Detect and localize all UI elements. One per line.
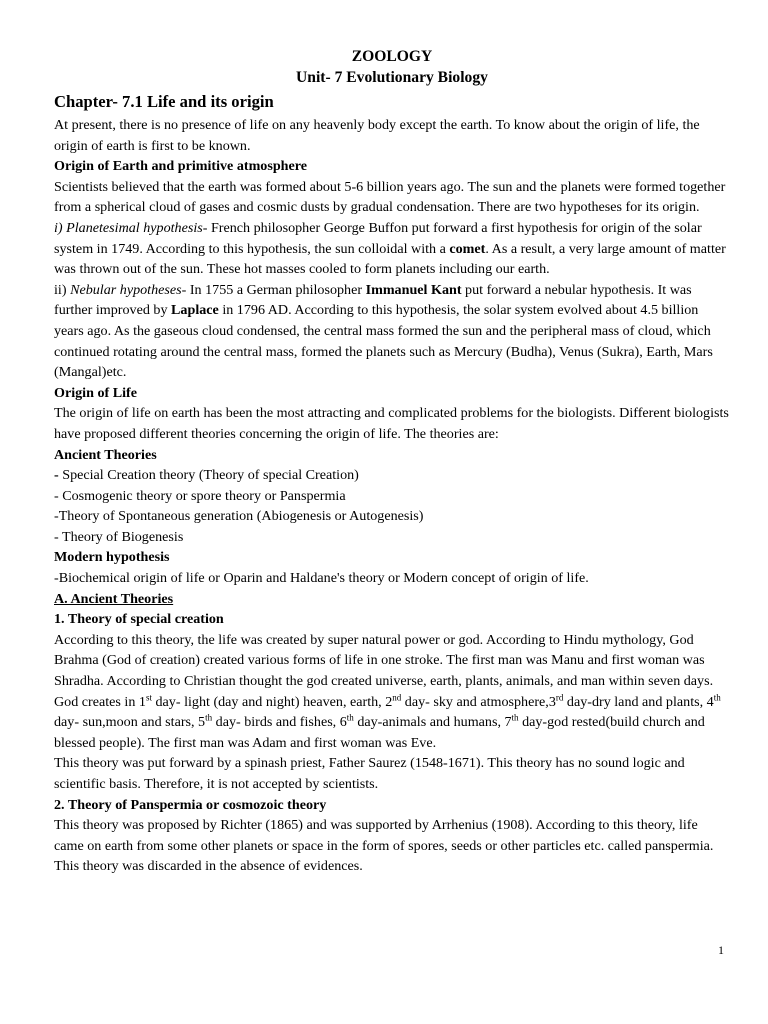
chapter-title: Chapter- 7.1 Life and its origin [54,92,274,111]
nebular-label: Nebular hypotheses [70,281,182,298]
comet-term: comet [449,240,486,257]
modern-hypothesis-heading: Modern hypothesis [54,549,170,566]
laplace-name: Laplace [171,302,219,319]
origin-life-paragraph: The origin of life on earth has been the most attracting and complicated problems for the biologists. Different biologists have proposed different theories concerning the origin of life. The theories are: [54,405,729,442]
special-creation-paragraph-2: This theory was put forward by a spinash priest, Father Saurez (1548-1671). This theory has no sound logic and scientific basis. Therefore, it is not accepted by scientists. [54,755,685,792]
special-creation-paragraph: According to this theory, the life was created by super natural power or god. According to Hindu mythology, God Brahma (God of creation) created various forms of life in one stroke. The first man was Manu and first woman was Shradha. According to Christian thought the god created universe, earth, plants, animals, and man within seven days. God creates in 1st day- light (day and night) heaven, earth, 2nd day- sky and atmosphere,3rd day-dry land and plants, 4th day- sun,moon and stars, 5th day- birds and fishes, 6th day-animals and humans, 7th day-god rested(build church and blessed people). The first man was Adam and first woman was Eve. [54,631,721,751]
page-number: 1 [718,943,724,957]
origin-life-heading: Origin of Life [54,384,137,401]
list-item: - Cosmogenic theory or spore theory or Panspermia [54,487,346,504]
panspermia-heading: 2. Theory of Panspermia or cosmozoic theory [54,796,327,813]
subject-title: ZOOLOGY [351,48,433,65]
ancient-theories-heading: Ancient Theories [54,446,157,463]
intro-paragraph: At present, there is no presence of life on any heavenly body except the earth. To know about the origin of life, the origin of earth is first to be known. [54,117,700,154]
planetesimal-paragraph: i) Planetesimal hypothesis- French philosopher George Buffon put forward a first hypothesis for origin of the solar system in 1749. According to this hypothesis, the sun colloidal with a comet. As a result, a very large amount of matter was thrown out of the sun. These hot masses cooled to form planets including our earth. [54,219,726,278]
special-creation-heading: 1. Theory of special creation [54,611,224,628]
earth-paragraph: Scientists believed that the earth was formed about 5-6 billion years ago. The sun and the planets were formed together from a spherical cloud of gases and cosmic dusts by gradual condensation. There are two hypotheses for its origin. [54,178,726,216]
panspermia-paragraph: This theory was proposed by Richter (1865) and was supported by Arrhenius (1908). According to this theory, life came on earth from some other planets or space in the form of spores, seeds or other particles etc. called panspermia. This theory was discarded in the absence of evidences. [54,817,714,875]
list-item: - Special Creation theory (Theory of special Creation) [54,467,359,484]
planetesimal-label: i) Planetesimal hypothesis [54,219,203,236]
unit-title: Unit- 7 Evolutionary Biology [296,69,488,86]
list-item: -Theory of Spontaneous generation (Abiogenesis or Autogenesis) [54,508,424,525]
earth-heading: Origin of Earth and primitive atmosphere [54,158,308,175]
kant-name: Immanuel Kant [365,281,462,298]
nebular-paragraph: ii) Nebular hypotheses- In 1755 a German philosopher Immanuel Kant put forward a nebular hypothesis. It was further improved by Laplace in 1796 AD. According to this hypothesis, the solar system evolved about 4.5 billion years ago. As the gaseous cloud condensed, the central mass formed the sun and the peripheral mass of cloud, which continued rotating around the central mass, formed the planets such as Mercury (Budha), Venus (Sukra), Earth, Mars (Mangal)etc. [54,281,713,381]
page-content [54,46,730,877]
list-item: - Theory of Biogenesis [54,528,184,545]
section-a-heading: A. Ancient Theories [54,590,174,607]
list-item: -Biochemical origin of life or Oparin and Haldane's theory or Modern concept of origin of life. [54,570,589,587]
